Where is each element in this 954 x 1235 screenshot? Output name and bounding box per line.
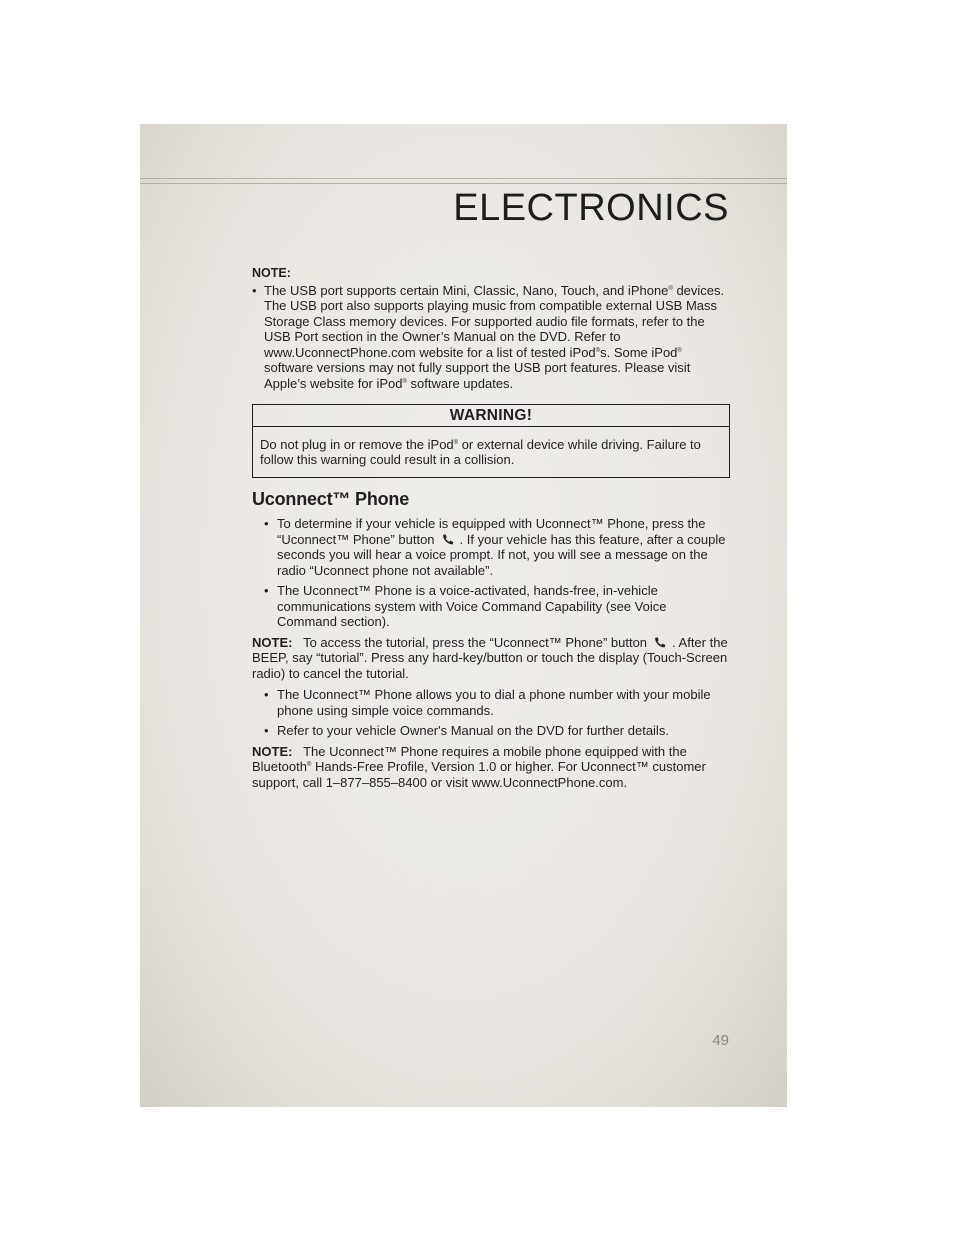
section-title: ELECTRONICS bbox=[453, 187, 729, 229]
note-ipod-list bbox=[252, 283, 730, 392]
registered-mark: ® bbox=[453, 439, 459, 446]
header-rule-top bbox=[140, 178, 787, 179]
registered-mark: ® bbox=[306, 762, 312, 768]
manual-page bbox=[140, 124, 787, 1107]
list-item: • To determine if your vehicle is equipped with Uconnect™ Phone, press the “Uconnect™ Phone” button . If your vehicle has this feature, after a couple seconds you will hear a voice prompt. If not, you will see a message on the radio “Uconnect phone not available”. bbox=[252, 516, 730, 578]
note-tutorial: NOTE: To access the tutorial, press the “Uconnect™ Phone” button . After the BEEP, say “tutorial”. Press any hard-key/button or touch the display (Touch-Screen radio) to cancel the tutorial. bbox=[252, 634, 728, 681]
registered-mark: ® bbox=[668, 285, 673, 292]
uconnect-list-2 bbox=[252, 687, 730, 739]
uconnect-heading: Uconnect™ Phone bbox=[252, 488, 410, 509]
phone-icon bbox=[653, 636, 667, 649]
header-rule-bottom bbox=[140, 183, 787, 184]
uconnect-list bbox=[252, 516, 730, 630]
registered-mark: ® bbox=[677, 347, 682, 354]
page-content bbox=[252, 266, 730, 796]
phone-icon bbox=[441, 533, 455, 546]
registered-mark: ® bbox=[402, 378, 407, 385]
list-item: • The Uconnect™ Phone allows you to dial a phone number with your mobile phone using simple voice commands. bbox=[252, 687, 730, 718]
warning-text: Do not plug in or remove the iPod® or external device while driving. Failure to follow this warning could result in a collision. bbox=[260, 436, 701, 467]
list-item: • The Uconnect™ Phone is a voice-activated, hands-free, in-vehicle communications system with Voice Command Capability (see Voice Command section). bbox=[252, 583, 730, 630]
list-item: • The USB port supports certain Mini, Classic, Nano, Touch, and iPhone® devices. The USB port also supports playing music from compatible external USB Mass Storage Class memory devices. For supported audio file formats, refer to the USB Port section in the Owner’s Manual on the DVD. Refer to www.UconnectPhone.com website for a list of tested iPod®s. Some iPod® software versions may not fully support the USB port features. Please visit Apple’s website for iPod® software updates. bbox=[252, 283, 730, 392]
note-label: NOTE: bbox=[252, 266, 291, 280]
page-number: 49 bbox=[712, 1032, 729, 1049]
note-label: NOTE: bbox=[252, 634, 293, 650]
note-ipod bbox=[252, 266, 730, 391]
registered-mark: ® bbox=[595, 347, 601, 354]
note-label: NOTE: bbox=[252, 743, 293, 759]
warning-title: WARNING! bbox=[253, 405, 729, 427]
list-item: • Refer to your vehicle Owner's Manual on the DVD for further details. bbox=[252, 723, 730, 739]
note-bluetooth: NOTE: The Uconnect™ Phone requires a mobile phone equipped with the Bluetooth® Hands-Free Profile, Version 1.0 or higher. For Uconnect™ customer support, call 1–877–855–8400 or visit www.UconnectPhone.com. bbox=[252, 743, 706, 790]
warning-box bbox=[252, 404, 730, 478]
